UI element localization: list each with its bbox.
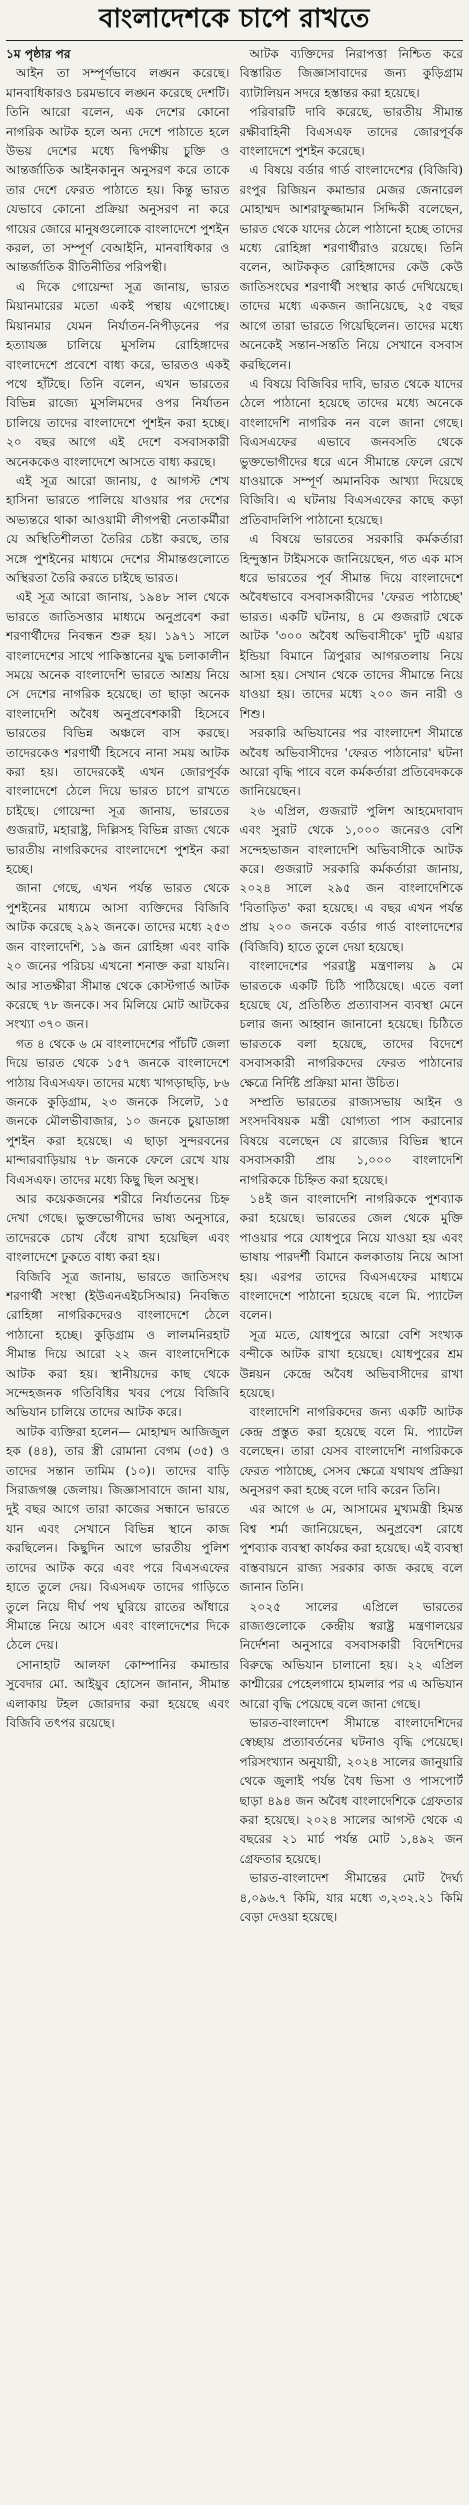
article-paragraph: বাংলাদেশের পররাষ্ট্র মন্ত্রণালয় ৯ মে ভারতকে একটি চিঠি পাঠিয়েছে। এতে বলা হয়েছে যে, প্রতিষ্ঠিত প্রত্যাবাসন ব্যবস্থা মেনে চলার জন্য আহ্বান জানানো হয়েছে। চিঠিতে ভারতকে বলা হয়েছে, তাদের বিদেশে বসবাসকারী নাগরিকদের ফেরত পাঠানোর ক্ষেত্রে নির্দিষ্ট প্রক্রিয়া মানা উচিত।	[239, 959, 463, 1090]
article-paragraph: আটক ব্যক্তিরা হলেন— মোহাম্মদ আজিজুল হক (৪৪), তার স্ত্রী রোমানা বেগম (৩৫) ও তাদের সন্তান তামিম (১০)। তাদের বাড়ি সিরাজগঞ্জ জেলায়। জিজ্ঞাসাবাদে জানা যায়, দুই বছর আগে তারা কাজের সন্ধানে ভারতে যান এবং সেখানে বিভিন্ন স্থানে কাজ করছিলেন। কিছুদিন আগে ভারতীয় পুলিশ তাদের আটক করে এবং পরে বিএসএফের হাতে তুলে দেয়। বিএসএফ তাদের গাড়িতে তুলে নিয়ে দীর্ঘ পথ ঘুরিয়ে রাতের আঁধারে সীমান্তে নিয়ে আসে এবং বাংলাদেশের দিকে ঠেলে দেয়।	[6, 1424, 230, 1653]
headline: বাংলাদেশকে চাপে রাখতে	[99, 4, 370, 34]
article-paragraph: জানা গেছে, এখন পর্যন্ত ভারত থেকে পুশইনের মাধ্যমে আসা ব্যক্তিদের বিজিবি আটক করেছে ২৯২ জনকে। তাদের মধ্যে ২৫৩ জন বাংলাদেশি, ১৯ জন রোহিঙ্গা এবং বাকি ২০ জনের পরিচয় এখনো শনাক্ত করা যায়নি। আর সাতক্ষীরা সীমান্ত থেকে কোস্টগার্ড আটক করেছে ৭৮ জনকে। সব মিলিয়ে মোট আটকের সংখ্যা ৩৭০ জন।	[6, 881, 230, 1032]
article-paragraph: গত ৪ থেকে ৬ মে বাংলাদেশের পাঁচটি জেলা দিয়ে ভারত থেকে ১৫৭ জনকে বাংলাদেশে পাঠায় বিএসএফ। তাদের মধ্যে খাগড়াছড়ি, ৮৬ জনকে কুড়িগ্রাম, ২৩ জনকে সিলেট, ১৫ জনকে মৌলভীবাজার, ১০ জনকে চুয়াডাঙ্গা পুশইন করা হয়েছে। এ ছাড়া সুন্দরবনের মান্দারবাড়িয়ায় ৭৮ জনকে ফেলে রেখে যায় বিএসএফ। তাদের মধ্যে কিছু ছিল অসুস্থ।	[6, 1036, 230, 1187]
article-paragraph: এই সূত্র আরো জানায়, ১৯৪৮ সাল থেকে ভারতে জাতিসত্তার মাধ্যমে অনুপ্রবেশ করা শরণার্থীদের নিবন্ধন শুরু হয়। ১৯৭১ সালে বাংলাদেশের সাথে পাকিস্তানের যুদ্ধ চলাকালীন সময়ে অনেক বাংলাদেশি ভারতে আশ্রয় নিয়ে সে দেশের নাগরিক হয়েছে। তা ছাড়া অনেক বাংলাদেশি অবৈধ অনুপ্রবেশকারী হিসেবে ভারতের বিভিন্ন অঞ্চলে বাস করছে। তাদেরকেও শরণার্থী হিসেবে নানা সময় আটক করা হয়। তাদেরকেই এখন জোরপূর্বক বাংলাদেশে ঠেলে দিয়ে ভারত চাপে রাখতে চাইছে। গোয়েন্দা সূত্র জানায়, ভারতের গুজরাট, মহারাষ্ট্র, দিল্লিসহ বিভিন্ন রাজ্য থেকে ভারতীয় নাগরিকদের বাংলাদেশে পুশইন করা হচ্ছে।	[6, 590, 230, 877]
article-paragraph: আটক ব্যক্তিদের নিরাপত্তা নিশ্চিত করে বিস্তারিত জিজ্ঞাসাবাদের জন্য কুড়িগ্রাম ব্যাটালিয়ন সদরে হস্তান্তর করা হয়েছে।	[239, 47, 463, 100]
article-paragraph: সরকারি অভিযানের পর বাংলাদেশ সীমান্তে অবৈধ অভিবাসীদের 'ফেরত পাঠানোর' ঘটনা আরো বৃদ্ধি পাবে বলে কর্মকর্তারা প্রতিবেদককে জানিয়েছেন।	[239, 726, 463, 799]
article-paragraph: এ দিকে গোয়েন্দা সূত্র জানায়, ভারত মিয়ানমারের মতো একই পন্থায় এগোচ্ছে। মিয়ানমার যেমন নির্যাতন-নিপীড়নের পর হত্যাযজ্ঞ চালিয়ে মুসলিম রোহিঙ্গাদের বাংলাদেশে প্রবেশে বাধ্য করে, ভারতও একই পথে হাঁটছে। তিনি বলেন, এখন ভারতের বিভিন্ন রাজ্যে মুসলিমদের ওপর নির্যাতন চালিয়ে তাদের বাংলাদেশে পুশইন করা হচ্ছে। ২০ বছর আগে এই দেশে বসবাসকারী অনেককেও বাংলাদেশে আসতে বাধ্য করছে।	[6, 279, 230, 469]
article-paragraph: ভারত-বাংলাদেশ সীমান্তের মোট দৈর্ঘ্য ৪,০৯৬.৭ কিমি, যার মধ্যে ৩,২৩২.২১ কিমি বেড়া দেওয়া হয়েছে।	[239, 1871, 463, 1924]
article-paragraph: পরিবারটি দাবি করেছে, ভারতীয় সীমান্ত রক্ষীবাহিনী বিএসএফ তাদের জোরপূর্বক বাংলাদেশে পুশইন করেছে।	[239, 105, 463, 159]
article-paragraph: এ বিষয়ে বর্ডার গার্ড বাংলাদেশের (বিজিবি) রংপুর রিজিয়ন কমান্ডার মেজর জেনারেল মোহাম্মদ আশরাফুজ্জামান সিদ্দিকী বলেছেন, ভারত থেকে যাদের ঠেলে পাঠানো হচ্ছে তাদের মধ্যে রোহিঙ্গা শরণার্থীরাও রয়েছে। তিনি বলেন, আটককৃত রোহিঙ্গাদের কেউ কেউ জাতিসংঘের শরণার্থী সংস্থার কার্ড দেখিয়েছে। তাদের মধ্যে একজন জানিয়েছে, ২৫ বছর আগে তারা ভারতে গিয়েছিলেন। তাদের মধ্যে অনেকেই সন্তান-সন্ততি নিয়ে সেখানে বসবাস করছিলেন।	[239, 163, 463, 372]
article-paragraph: আর কয়েকজনের শরীরে নির্যাতনের চিহ্ন দেখা গেছে। ভুক্তভোগীদের ভাষ্য অনুসারে, তাদেরকে চোখ বেঁধে রাখা হয়েছিল এবং বাংলাদেশে ঢুকতে বাধ্য করা হয়।	[6, 1191, 230, 1265]
article-columns	[6, 45, 463, 2495]
article-paragraph: সোনাহাট আলফা কোম্পানির কমান্ডার সুবেদার মো. আইয়ুব হোসেন জানান, সীমান্ত এলাকায় টহল জোরদার করা হয়েছে এবং বিজিবি তৎপর রয়েছে।	[6, 1657, 230, 1730]
article-paragraph: ভারত-বাংলাদেশ সীমান্তে বাংলাদেশিদের স্বেচ্ছায় প্রত্যাবর্তনের ঘটনাও বৃদ্ধি পেয়েছে। পরিসংখ্যান অনুযায়ী, ২০২৪ সালের জানুয়ারি থেকে জুলাই পর্যন্ত বৈধ ভিসা ও পাসপোর্ট ছাড়া ৪৯৪ জন অবৈধ বাংলাদেশিকে গ্রেফতার করা হয়েছে। ২০২৪ সালের আগস্ট থেকে এ বছরের ২১ মার্চ পর্যন্ত মোট ১,৪৯২ জন গ্রেফতার হয়েছে।	[239, 1715, 463, 1866]
article-paragraph: এ বিষয়ে ভারতের সরকারি কর্মকর্তারা হিন্দুস্তান টাইমসকে জানিয়েছেন, গত এক মাস ধরে ভারতের পূর্ব সীমান্ত দিয়ে বাংলাদেশে অবৈধভাবে বসবাসকারীদের 'ফেরত পাঠাচ্ছে' ভারত। একটি ঘটনায়, ৪ মে গুজরাট থেকে আটক '৩০০ অবৈধ অভিবাসীকে' দুটি এয়ার ইন্ডিয়া বিমানে ত্রিপুরার আগরতলায় নিয়ে আসা হয়। সেখান থেকে তাদের সীমান্তে নিয়ে যাওয়া হয়। তাদের মধ্যে ২০০ জন নারী ও শিশু।	[239, 532, 463, 721]
left-column	[6, 45, 230, 2495]
article-paragraph: এ বিষয়ে বিজিবির দাবি, ভারত থেকে যাদের ঠেলে পাঠানো হয়েছে তাদের মধ্যে অনেকে বাংলাদেশি নাগরিক নন বলে জানা গেছে। বিএসএফের এভাবে জনবসতি থেকে ভুক্তভোগীদের ধরে এনে সীমান্তে ফেলে রেখে যাওয়াকে সম্পূর্ণ অমানবিক আখ্যা দিয়েছে বিজিবি। এ ঘটনায় বিএসএফের কাছে কড়া প্রতিবাদলিপি পাঠানো হয়েছে।	[239, 376, 463, 527]
article-paragraph: সম্প্রতি ভারতের রাজ্যসভায় আইন ও সংসদবিষয়ক মন্ত্রী যোগ্যতা পাস করানোর বিষয়ে বলেছেন যে রাজ্যের বিভিন্ন স্থানে বসবাসকারী প্রায় ১,০০০ বাংলাদেশি নাগরিককে চিহ্নিত করা হয়েছে।	[239, 1094, 463, 1187]
headline-box	[6, 0, 463, 41]
continued-label: ১ম পৃষ্ঠার পর	[6, 47, 71, 61]
article-paragraph: ১৪ই জন বাংলাদেশি নাগরিককে পুশব্যাক করা হয়েছে। ভারতের জেল থেকে মুক্তি পাওয়ার পরে যোধপুরে নিয়ে যাওয়া হয় এবং ভাষায় পারদর্শী বিমানে কলকাতায় নিয়ে আসা হয়। এরপর তাদের বিএসএফের মাধ্যমে বাংলাদেশে পাঠানো হয়েছে বলে মি. প্যাটেল বলেন।	[239, 1191, 463, 1323]
article-paragraph: ২৬ এপ্রিল, গুজরাট পুলিশ আহমেদাবাদ এবং সুরাট থেকে ১,০০০ জনেরও বেশি সন্দেহভাজন বাংলাদেশি অভিবাসীকে আটক করে। গুজরাট সরকারি কর্মকর্তারা জানায়, ২০২৪ সালে ২৯৫ জন বাংলাদেশিকে 'বিতাড়িত' করা হয়েছে। এ বছর এখন পর্যন্ত প্রায় ২০০ জনকে বর্ডার গার্ড বাংলাদেশের (বিজিবি) হাতে তুলে দেয়া হয়েছে।	[239, 803, 463, 954]
article-paragraph: এর আগে ৬ মে, আসামের মুখ্যমন্ত্রী হিমন্ত বিশ্ব শর্মা জানিয়েছেন, অনুপ্রবেশ রোধে পুশব্যাক ব্যবস্থা কার্যকর করা হয়েছে। এই ব্যবস্থা বাস্তবায়নে রাজ্য সরকার কাজ করছে বলে জানান তিনি।	[239, 1502, 463, 1595]
article-paragraph: বাংলাদেশি নাগরিকদের জন্য একটি আটক কেন্দ্র প্রস্তুত করা হয়েছে বলে মি. প্যাটেল বলেছেন। তারা যেসব বাংলাদেশি নাগরিককে ফেরত পাঠাচ্ছে, সেসব ক্ষেত্রে যথাযথ প্রক্রিয়া অনুসরণ করা হচ্ছে বলে দাবি করেন তিনি।	[239, 1405, 463, 1498]
article-paragraph: সূত্র মতে, যোধপুরে আরো বেশি সংখ্যক বন্দীকে আটক রাখা হয়েছে। যোধপুরের শ্রম উন্নয়ন কেন্দ্রে অবৈধ অভিবাসীদের রাখা হয়েছে।	[239, 1327, 463, 1401]
article-paragraph: এই সূত্র আরো জানায়, ৫ আগস্ট শেখ হাসিনা ভারতে পালিয়ে যাওয়ার পর দেশের অভ্যন্তরে থাকা আওয়ামী লীগপন্থী নেতাকর্মীরা যে অস্থিতিশীলতা তৈরির চেষ্টা করছে, তার সঙ্গে পুশইনের মাধ্যমে দেশের সীমান্তগুলোতে অস্থিরতা তৈরি করতে চাইছে ভারত।	[6, 473, 230, 585]
right-column	[240, 45, 464, 2495]
article-paragraph: আইন তা সম্পূর্ণভাবে লঙ্ঘন করেছে। মানবাধিকারও চরমভাবে লঙ্ঘন করেছে দেশটি। তিনি আরো বলেন, এক দেশের কোনো নাগরিক আটক হলে অন্য দেশে পাঠাতে হলে উভয় দেশের মধ্যে দ্বিপক্ষীয় চুক্তি ও আন্তর্জাতিক আইনকানুন অনুসরণ করে তাকে তার দেশে ফেরত পাঠাতে হয়। কিন্তু ভারত যেভাবে কোনো প্রক্রিয়া অনুসরণ না করে গায়ের জোরে মানুষগুলোকে বাংলাদেশে পুশইন করল, তা সম্পূর্ণ বেআইনি, মানবাধিকার ও আন্তর্জাতিক রীতিনীতির পরিপন্থী।	[6, 66, 230, 275]
article-paragraph: বিজিবি সূত্র জানায়, ভারতে জাতিসংঘ শরণার্থী সংস্থা (ইউএনএইচসিআর) নিবন্ধিত রোহিঙ্গা নাগরিকদেরও বাংলাদেশে ঠেলে পাঠানো হচ্ছে। কুড়িগ্রাম ও লালমনিরহাট সীমান্ত দিয়ে আরো ২২ জন বাংলাদেশিকে আটক করা হয়। স্থানীয়দের কাছ থেকে সন্দেহজনক গতিবিধির খবর পেয়ে বিজিবি অভিযান চালিয়ে তাদের আটক করে।	[6, 1269, 230, 1420]
article-paragraph: ২০২৫ সালের এপ্রিলে ভারতের রাজ্যগুলোকে কেন্দ্রীয় স্বরাষ্ট্র মন্ত্রণালয়ের নির্দেশনা অনুসারে বসবাসকারী বিদেশিদের বিরুদ্ধে অভিযান চালানো হয়। ২২ এপ্রিল কাশ্মীরের পেহেলগামে হামলার পর এ অভিযান আরো বৃদ্ধি পেয়েছে বলে জানা গেছে।	[239, 1599, 463, 1711]
